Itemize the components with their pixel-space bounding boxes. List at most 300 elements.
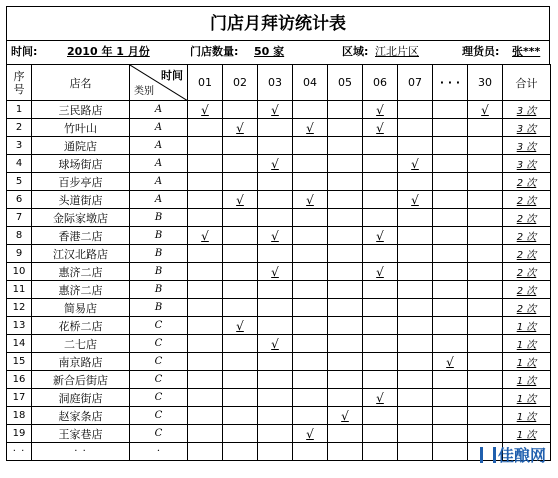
- row-total-text: 1 次: [516, 412, 537, 423]
- visit-cell: [223, 263, 258, 281]
- visit-cell: [433, 227, 468, 245]
- visit-cell: [398, 335, 433, 353]
- row-total-text: 1 次: [516, 376, 537, 387]
- row-store-name: 花桥二店: [32, 317, 130, 335]
- row-total-text: 1 次: [516, 322, 537, 333]
- visit-cell: [293, 353, 328, 371]
- seq-header: [7, 65, 32, 101]
- visit-cell: [468, 119, 503, 137]
- visit-cell: [398, 173, 433, 191]
- row-total-text: 1 次: [516, 340, 537, 351]
- row-seq: 4: [7, 155, 32, 173]
- visit-table: [6, 64, 551, 461]
- visit-cell: [188, 209, 223, 227]
- row-seq: 17: [7, 389, 32, 407]
- visit-cell: [468, 425, 503, 443]
- visit-cell: [223, 119, 258, 137]
- visit-cell: [328, 299, 363, 317]
- row-store-name: 赵家条店: [32, 407, 130, 425]
- day-header: 30: [468, 65, 503, 101]
- visit-cell: [433, 263, 468, 281]
- visit-cell: [223, 281, 258, 299]
- name-header: 店名: [32, 65, 130, 101]
- visit-cell: [398, 407, 433, 425]
- visit-cell: [188, 173, 223, 191]
- row-total: [503, 371, 551, 389]
- row-store-name: 惠济二店: [32, 281, 130, 299]
- visit-cell: [223, 335, 258, 353]
- row-store-name: 南京路店: [32, 353, 130, 371]
- row-category: C: [130, 317, 188, 335]
- visit-cell: [293, 281, 328, 299]
- visit-cell: [468, 281, 503, 299]
- visit-cell: [188, 335, 223, 353]
- visit-cell: [468, 173, 503, 191]
- visit-cell: [188, 119, 223, 137]
- region-value: 江北片区: [375, 45, 419, 58]
- visit-cell: [258, 101, 293, 119]
- check-mark: √: [306, 120, 314, 135]
- visit-cell: [223, 209, 258, 227]
- visit-cell: [468, 245, 503, 263]
- day-header: 04: [293, 65, 328, 101]
- table-row: [7, 371, 551, 389]
- row-category: C: [130, 371, 188, 389]
- visit-cell: [363, 173, 398, 191]
- table-row: [7, 119, 551, 137]
- row-total-text: 2 次: [516, 232, 537, 243]
- row-seq: 5: [7, 173, 32, 191]
- visit-cell: [223, 227, 258, 245]
- check-mark: √: [236, 120, 244, 135]
- check-mark: √: [271, 102, 279, 117]
- row-store-name: 简易店: [32, 299, 130, 317]
- row-store-name: 竹叶山: [32, 119, 130, 137]
- row-category: C: [130, 389, 188, 407]
- visit-cell: [363, 317, 398, 335]
- visit-cell: [363, 263, 398, 281]
- visit-cell: [433, 173, 468, 191]
- visit-cell: [363, 299, 398, 317]
- row-total: [503, 425, 551, 443]
- row-store-name: 通院店: [32, 137, 130, 155]
- visit-cell: [328, 281, 363, 299]
- visit-cell: [328, 155, 363, 173]
- visit-cell: [363, 137, 398, 155]
- visit-cell: [468, 155, 503, 173]
- row-seq: 10: [7, 263, 32, 281]
- row-store-name: 百步亭店: [32, 173, 130, 191]
- row-total-text: 2 次: [516, 214, 537, 225]
- check-mark: √: [236, 192, 244, 207]
- visit-cell: [363, 245, 398, 263]
- visit-cell: [398, 389, 433, 407]
- check-mark: √: [306, 426, 314, 441]
- visit-cell: [223, 371, 258, 389]
- row-store-name: 三民路店: [32, 101, 130, 119]
- time-value: 2010 年 1 月份: [67, 45, 150, 58]
- row-total: [503, 137, 551, 155]
- row-total-text: 2 次: [516, 268, 537, 279]
- visit-cell: [188, 263, 223, 281]
- visit-cell: [293, 227, 328, 245]
- visit-cell: [188, 155, 223, 173]
- row-total: [503, 299, 551, 317]
- check-mark: √: [376, 102, 384, 117]
- visit-cell: [258, 245, 293, 263]
- ellipsis-cell: · ·: [7, 443, 32, 461]
- visit-cell: [328, 353, 363, 371]
- visit-cell: [188, 299, 223, 317]
- visit-cell: [398, 245, 433, 263]
- day-header: 01: [188, 65, 223, 101]
- visit-cell: [398, 119, 433, 137]
- row-total: [503, 317, 551, 335]
- visit-cell: [433, 335, 468, 353]
- row-total-text: 2 次: [516, 178, 537, 189]
- visit-cell: [258, 317, 293, 335]
- visit-cell: [188, 407, 223, 425]
- category-header: 类别: [134, 86, 154, 97]
- visit-cell: [293, 335, 328, 353]
- row-store-name: 洞庭街店: [32, 389, 130, 407]
- check-mark: √: [411, 156, 419, 171]
- visit-cell: [223, 155, 258, 173]
- row-total: [503, 407, 551, 425]
- visit-cell: [398, 317, 433, 335]
- table-row: [7, 335, 551, 353]
- row-seq: 2: [7, 119, 32, 137]
- visit-cell: [258, 227, 293, 245]
- visit-cell: [293, 191, 328, 209]
- table-row: [7, 101, 551, 119]
- visit-cell: [398, 353, 433, 371]
- check-mark: √: [481, 102, 489, 117]
- visit-cell: [468, 317, 503, 335]
- visit-cell: [258, 335, 293, 353]
- ellipsis-cell: [223, 443, 258, 461]
- visit-cell: [223, 137, 258, 155]
- visit-cell: [398, 137, 433, 155]
- visit-cell: [398, 209, 433, 227]
- visit-cell: [188, 281, 223, 299]
- visit-cell: [223, 173, 258, 191]
- check-mark: √: [271, 336, 279, 351]
- visit-cell: [293, 389, 328, 407]
- row-total: [503, 335, 551, 353]
- visit-cell: [258, 281, 293, 299]
- check-mark: √: [236, 318, 244, 333]
- visit-cell: [433, 137, 468, 155]
- row-total-text: 1 次: [516, 394, 537, 405]
- row-total-text: 2 次: [516, 196, 537, 207]
- check-mark: √: [376, 120, 384, 135]
- row-category: B: [130, 281, 188, 299]
- row-total: [503, 263, 551, 281]
- visit-cell: [468, 263, 503, 281]
- ellipsis-cell: ·: [130, 443, 188, 461]
- row-total-text: 3 次: [516, 124, 537, 135]
- total-header: 合计: [503, 65, 551, 101]
- visit-cell: [258, 425, 293, 443]
- row-seq: 12: [7, 299, 32, 317]
- visit-cell: [293, 245, 328, 263]
- visit-cell: [363, 119, 398, 137]
- visit-cell: [223, 101, 258, 119]
- store-count-label: 门店数量:: [190, 45, 239, 58]
- visit-cell: [223, 353, 258, 371]
- row-seq: 19: [7, 425, 32, 443]
- check-mark: √: [376, 390, 384, 405]
- visit-cell: [258, 191, 293, 209]
- row-store-name: 惠济二店: [32, 263, 130, 281]
- visit-cell: [293, 173, 328, 191]
- check-mark: √: [271, 228, 279, 243]
- visit-cell: [328, 263, 363, 281]
- visit-cell: [398, 299, 433, 317]
- table-row: [7, 245, 551, 263]
- row-total: [503, 209, 551, 227]
- visit-cell: [188, 245, 223, 263]
- visit-cell: [223, 191, 258, 209]
- table-row: [7, 209, 551, 227]
- ellipsis-row: [7, 443, 551, 461]
- row-seq: 9: [7, 245, 32, 263]
- visit-cell: [433, 407, 468, 425]
- row-seq: 14: [7, 335, 32, 353]
- visit-cell: [258, 209, 293, 227]
- day-header: 03: [258, 65, 293, 101]
- row-category: A: [130, 191, 188, 209]
- row-total: [503, 119, 551, 137]
- check-mark: √: [376, 264, 384, 279]
- visit-cell: [433, 425, 468, 443]
- visit-cell: [468, 209, 503, 227]
- visit-cell: [188, 227, 223, 245]
- visit-cell: [328, 101, 363, 119]
- row-category: B: [130, 299, 188, 317]
- visit-cell: [468, 191, 503, 209]
- visit-cell: [188, 317, 223, 335]
- visit-cell: [328, 173, 363, 191]
- visit-cell: [293, 371, 328, 389]
- info-bar: [6, 40, 550, 64]
- day-header: 06: [363, 65, 398, 101]
- visit-cell: [468, 353, 503, 371]
- visit-cell: [188, 371, 223, 389]
- check-mark: √: [271, 156, 279, 171]
- time-category-header: [130, 65, 188, 101]
- visit-cell: [223, 389, 258, 407]
- visit-cell: [398, 281, 433, 299]
- visit-cell: [293, 209, 328, 227]
- row-seq: 3: [7, 137, 32, 155]
- visit-cell: [328, 425, 363, 443]
- table-row: [7, 173, 551, 191]
- row-category: C: [130, 425, 188, 443]
- visit-cell: [293, 263, 328, 281]
- visit-cell: [258, 407, 293, 425]
- visit-cell: [293, 155, 328, 173]
- table-row: [7, 281, 551, 299]
- row-total-text: 1 次: [516, 430, 537, 441]
- visit-cell: [223, 425, 258, 443]
- visit-cell: [188, 137, 223, 155]
- visit-cell: [293, 407, 328, 425]
- table-row: [7, 407, 551, 425]
- visit-cell: [398, 263, 433, 281]
- check-mark: √: [201, 228, 209, 243]
- visit-cell: [468, 299, 503, 317]
- time-header: 时间: [161, 69, 183, 82]
- visit-cell: [363, 371, 398, 389]
- visit-cell: [468, 227, 503, 245]
- row-category: B: [130, 209, 188, 227]
- visit-cell: [398, 425, 433, 443]
- row-seq: 13: [7, 317, 32, 335]
- visit-cell: [258, 263, 293, 281]
- row-seq: 15: [7, 353, 32, 371]
- manager-label: 理货员:: [462, 45, 500, 58]
- visit-cell: [398, 227, 433, 245]
- day-header: · · ·: [433, 65, 468, 101]
- check-mark: √: [376, 228, 384, 243]
- table-row: [7, 227, 551, 245]
- manager-value: 张***: [512, 45, 541, 58]
- row-total-text: 2 次: [516, 304, 537, 315]
- row-store-name: 球场街店: [32, 155, 130, 173]
- row-total-text: 2 次: [516, 250, 537, 261]
- visit-cell: [328, 245, 363, 263]
- row-total: [503, 245, 551, 263]
- row-category: B: [130, 263, 188, 281]
- visit-cell: [258, 353, 293, 371]
- table-row: [7, 191, 551, 209]
- ellipsis-cell: [188, 443, 223, 461]
- visit-cell: [293, 299, 328, 317]
- visit-cell: [468, 389, 503, 407]
- time-label: 时间:: [11, 45, 38, 58]
- visit-cell: [258, 371, 293, 389]
- visit-cell: [468, 137, 503, 155]
- visit-cell: [363, 155, 398, 173]
- visit-cell: [328, 407, 363, 425]
- row-category: A: [130, 155, 188, 173]
- visit-cell: [398, 191, 433, 209]
- table-row: [7, 353, 551, 371]
- visit-cell: [363, 281, 398, 299]
- visit-cell: [363, 335, 398, 353]
- visit-cell: [468, 101, 503, 119]
- visit-cell: [363, 191, 398, 209]
- row-total-text: 3 次: [516, 142, 537, 153]
- table-row: [7, 137, 551, 155]
- day-header: 07: [398, 65, 433, 101]
- ellipsis-cell: [398, 443, 433, 461]
- visit-cell: [188, 191, 223, 209]
- visit-cell: [328, 335, 363, 353]
- visit-cell: [363, 407, 398, 425]
- visit-cell: [468, 407, 503, 425]
- row-total: [503, 191, 551, 209]
- check-mark: √: [411, 192, 419, 207]
- visit-cell: [433, 245, 468, 263]
- visit-cell: [293, 317, 328, 335]
- row-store-name: 金际家墩店: [32, 209, 130, 227]
- check-mark: √: [341, 408, 349, 423]
- visit-cell: [363, 389, 398, 407]
- visit-cell: [258, 119, 293, 137]
- row-total: [503, 173, 551, 191]
- visit-cell: [223, 299, 258, 317]
- table-row: [7, 389, 551, 407]
- visit-cell: [293, 137, 328, 155]
- logo-icon: [480, 447, 496, 463]
- visit-cell: [433, 119, 468, 137]
- table-row: [7, 317, 551, 335]
- row-store-name: 头道街店: [32, 191, 130, 209]
- visit-cell: [188, 353, 223, 371]
- check-mark: √: [201, 102, 209, 117]
- header-row: [7, 65, 551, 101]
- row-store-name: 香港二店: [32, 227, 130, 245]
- table-row: [7, 299, 551, 317]
- row-total: [503, 389, 551, 407]
- row-seq: 8: [7, 227, 32, 245]
- row-store-name: 王家巷店: [32, 425, 130, 443]
- visit-cell: [433, 299, 468, 317]
- ellipsis-cell: [363, 443, 398, 461]
- visit-cell: [188, 425, 223, 443]
- watermark-logo: [480, 443, 546, 466]
- row-store-name: 江汉北路店: [32, 245, 130, 263]
- visit-cell: [223, 317, 258, 335]
- check-mark: √: [306, 192, 314, 207]
- row-category: A: [130, 137, 188, 155]
- visit-cell: [258, 299, 293, 317]
- row-total: [503, 101, 551, 119]
- visit-cell: [328, 191, 363, 209]
- visit-cell: [468, 335, 503, 353]
- visit-cell: [433, 101, 468, 119]
- ellipsis-cell: · ·: [32, 443, 130, 461]
- visit-cell: [363, 353, 398, 371]
- check-mark: √: [446, 354, 454, 369]
- visit-cell: [293, 119, 328, 137]
- visit-cell: [363, 209, 398, 227]
- visit-cell: [328, 209, 363, 227]
- visit-cell: [328, 137, 363, 155]
- row-seq: 7: [7, 209, 32, 227]
- visit-cell: [258, 137, 293, 155]
- visit-cell: [293, 425, 328, 443]
- visit-cell: [328, 371, 363, 389]
- visit-cell: [328, 227, 363, 245]
- table-row: [7, 425, 551, 443]
- visit-cell: [223, 245, 258, 263]
- row-total: [503, 281, 551, 299]
- ellipsis-cell: [293, 443, 328, 461]
- row-seq: 1: [7, 101, 32, 119]
- visit-cell: [398, 101, 433, 119]
- row-total-text: 1 次: [516, 358, 537, 369]
- visit-cell: [328, 119, 363, 137]
- row-seq: 16: [7, 371, 32, 389]
- visit-cell: [433, 317, 468, 335]
- visit-cell: [328, 317, 363, 335]
- region-label: 区域:: [342, 45, 369, 58]
- visit-statistics-sheet: [6, 6, 550, 469]
